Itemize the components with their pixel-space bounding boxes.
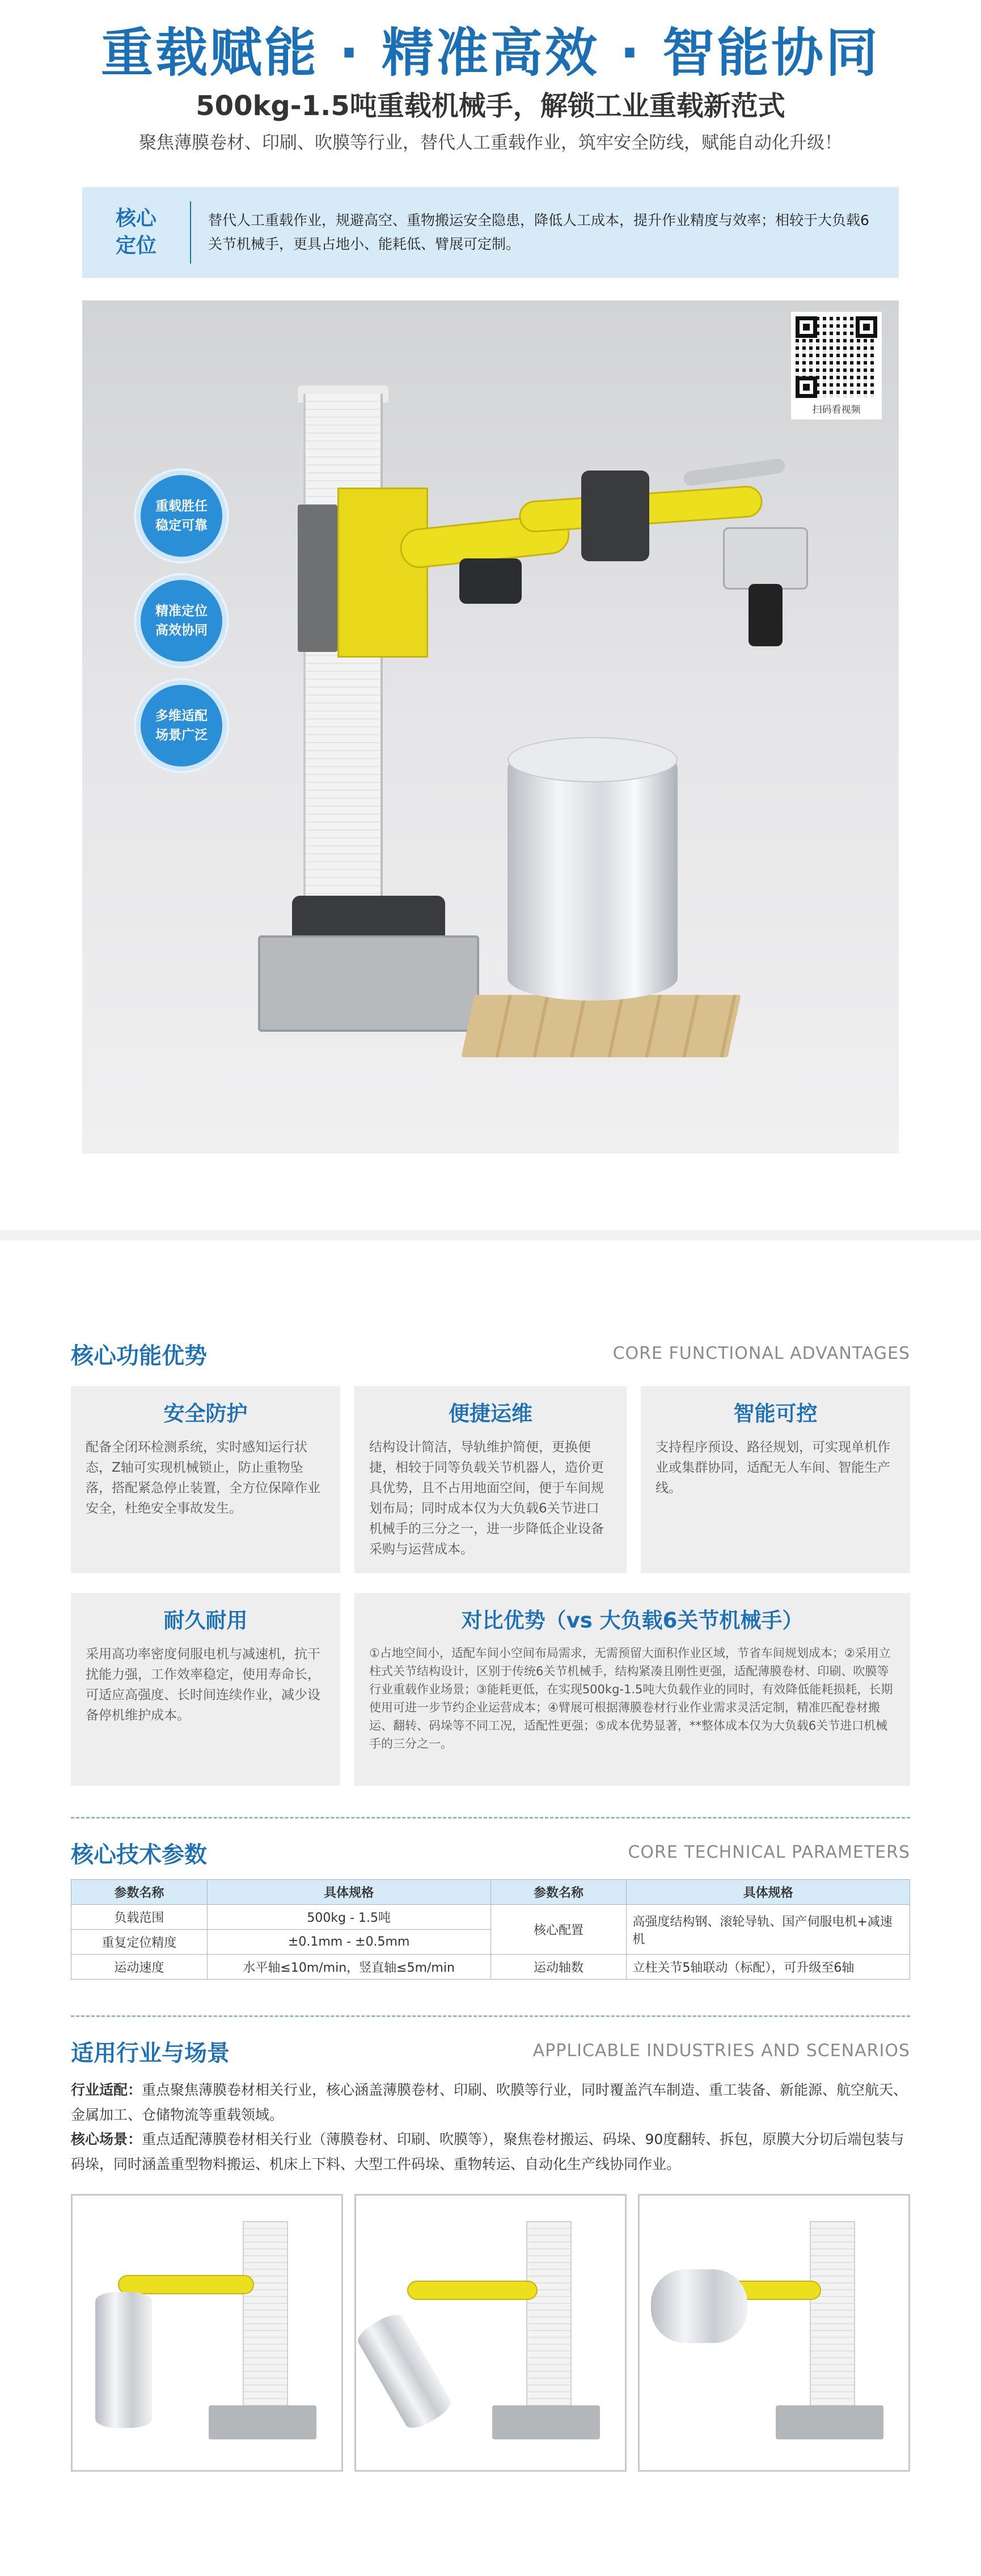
card-title: 对比优势（vs 大负载6关节机械手）	[461, 1608, 804, 1633]
card-text: 结构设计简洁，导轨维护简便，更换便捷，相较于同等负载关节机器人，造价更具优势，且不占用地面空间，便于车间规划布局；同时成本仅为大负载6关节进口机械手的三分之一，进一步降低企业设备采购与运营成本。	[369, 1440, 604, 1557]
hero-description: 聚焦薄膜卷材、印刷、吹膜等行业，替代人工重载作业，筑牢安全防线，赋能自动化升级！	[139, 133, 842, 153]
table-header: 参数名称	[71, 1880, 208, 1905]
card-text: 采用高功率密度伺服电机与减速机，抗干扰能力强，工作效率稳定，使用寿命长，可适应高强度、长时间连续作业，减少设备停机维护成本。	[86, 1647, 320, 1723]
badge-line: 多维适配	[155, 709, 208, 723]
hero-subtitle: 500kg-1.5吨重载机械手，解锁工业重载新范式	[196, 90, 785, 122]
table-cell: 运动轴数	[490, 1955, 627, 1980]
industry-adapt-label: 行业适配：	[71, 2082, 142, 2098]
industries-title: 适用行业与场景	[71, 2040, 230, 2066]
qr-code[interactable]	[791, 312, 882, 420]
core-label-line1: 核心	[115, 207, 157, 230]
table-cell: 立柱关节5轴联动（标配），可升级至6轴	[627, 1955, 910, 1980]
advantages-title: 核心功能优势	[71, 1343, 207, 1369]
core-divider	[190, 201, 191, 264]
table-cell: 高强度结构钢、滚轮导轨、国产伺服电机+减速机	[627, 1905, 910, 1955]
badge-line: 重载胜任	[155, 499, 208, 514]
robot-joint-1	[459, 558, 522, 604]
params-table	[71, 1879, 910, 1980]
qr-code-icon	[796, 316, 877, 398]
table-cell: 负载范围	[71, 1905, 208, 1930]
badge-heavy-load	[136, 471, 227, 561]
core-position-label	[82, 205, 179, 260]
film-roll-top	[508, 737, 678, 782]
dashed-divider	[71, 1817, 910, 1819]
industry-adapt-text: 重点聚焦薄膜卷材相关行业，核心涵盖薄膜卷材、印刷、吹膜等行业，同时覆盖汽车制造、重工装备、新能源、航空航天、金属加工、仓储物流等重载领域。	[71, 2082, 908, 2123]
card-text: ①占地空间小，适配车间小空间布局需求，无需预留大面积作业区域，节省车间规划成本；②采用立柱式关节结构设计，区别于传统6关节机械手，结构紧凑且刚性更强，适配薄膜卷材、印刷、吹膜等行业重载作业场景；③能耗更低，在实现500kg-1.5吨大负载作业的同时，有效降低能耗损耗，长期使用可进一步节约企业运营成本；④臂展可根据薄膜卷材行业作业需求灵活定制，精准匹配卷材搬运、翻转、码垛等不同工况，适配性更强；⑤成本优势显著，**整体成本仅为大负载6关节进口机械手的三分之一。	[369, 1646, 893, 1751]
core-position-text: 替代人工重载作业，规避高空、重物搬运安全隐患，降低人工成本，提升作业精度与效率；相较于大负载6关节机械手，更具占地小、能耗低、臂展可定制。	[208, 212, 869, 252]
product-photo	[82, 300, 899, 1154]
badge-line: 精准定位	[155, 604, 208, 618]
table-header-row	[71, 1880, 910, 1905]
params-heading	[71, 1837, 910, 1871]
badge-line: 场景广泛	[155, 728, 208, 743]
table-row	[71, 1905, 910, 1930]
card-safety	[71, 1386, 340, 1573]
table-row	[71, 1955, 910, 1980]
params-title: 核心技术参数	[71, 1842, 207, 1868]
wooden-pallet	[461, 995, 741, 1057]
badge-line: 高效协同	[155, 623, 208, 638]
card-title: 安全防护	[163, 1401, 248, 1426]
scene-image-2	[354, 2194, 627, 2472]
card-title: 便捷运维	[449, 1401, 532, 1426]
industry-scene	[71, 2127, 910, 2177]
robot-joint-2	[581, 471, 649, 561]
robot-base-plate	[258, 935, 479, 1032]
robot-cylinder	[683, 458, 786, 487]
card-smart	[641, 1386, 910, 1573]
core-label-line2: 定位	[115, 234, 157, 257]
table-cell: 核心配置	[490, 1905, 627, 1955]
table-header: 参数名称	[490, 1880, 627, 1905]
industries-title-en: APPLICABLE INDUSTRIES AND SCENARIOS	[532, 2041, 910, 2061]
card-text: 支持程序预设、路径规划，可实现单机作业或集群协同，适配无人车间、智能生产线。	[656, 1440, 890, 1495]
badge-line: 稳定可靠	[155, 518, 208, 533]
core-position-box	[82, 187, 899, 278]
industries-heading	[71, 2035, 910, 2069]
card-title: 耐久耐用	[163, 1608, 248, 1633]
badge-multi-scene	[136, 680, 227, 771]
industry-scene-label: 核心场景：	[71, 2131, 142, 2147]
robot-carriage	[337, 488, 428, 658]
params-title-en: CORE TECHNICAL PARAMETERS	[628, 1842, 910, 1862]
card-comparison	[354, 1593, 910, 1786]
robot-head	[723, 527, 808, 590]
table-cell: ±0.1mm - ±0.5mm	[207, 1930, 490, 1955]
table-header: 具体规格	[627, 1880, 910, 1905]
qr-caption: 扫码看视频	[812, 404, 861, 416]
card-title: 智能可控	[733, 1401, 818, 1426]
card-text: 配备全闭环检测系统，实时感知运行状态，Z轴可实现机械锁止，防止重物坠落，搭配紧急停止装置，全方位保障作业安全，杜绝安全事故发生。	[86, 1440, 320, 1516]
card-maintenance	[354, 1386, 627, 1573]
table-cell: 运动速度	[71, 1955, 208, 1980]
dashed-divider	[71, 2015, 910, 2017]
section-gap	[0, 1230, 981, 1240]
table-cell: 重复定位精度	[71, 1930, 208, 1955]
scene-image-3	[638, 2194, 910, 2472]
table-cell: 水平轴≤10m/min，竖直轴≤5m/min	[207, 1955, 490, 1980]
industry-adapt	[71, 2078, 910, 2128]
film-roll	[508, 745, 678, 1001]
industry-scene-text: 重点适配薄膜卷材相关行业（薄膜卷材、印刷、吹膜等），聚焦卷材搬运、码垛、90度翻转、拆包，原膜大分切后端包装与码垛，同时涵盖重型物料搬运、机床上下料、大型工件码垛、重物转运、自动化生产线协同作业。	[71, 2131, 904, 2172]
advantages-title-en: CORE FUNCTIONAL ADVANTAGES	[612, 1344, 910, 1363]
robot-gripper	[749, 584, 783, 646]
table-cell: 500kg - 1.5吨	[207, 1905, 490, 1930]
badge-precise	[136, 575, 227, 666]
advantages-heading	[71, 1338, 910, 1372]
card-durable	[71, 1593, 340, 1786]
robot-motor	[298, 505, 337, 652]
hero-title: 重载赋能 · 精准高效 · 智能协同	[100, 23, 881, 83]
table-header: 具体规格	[207, 1880, 490, 1905]
scene-image-1	[71, 2194, 343, 2472]
